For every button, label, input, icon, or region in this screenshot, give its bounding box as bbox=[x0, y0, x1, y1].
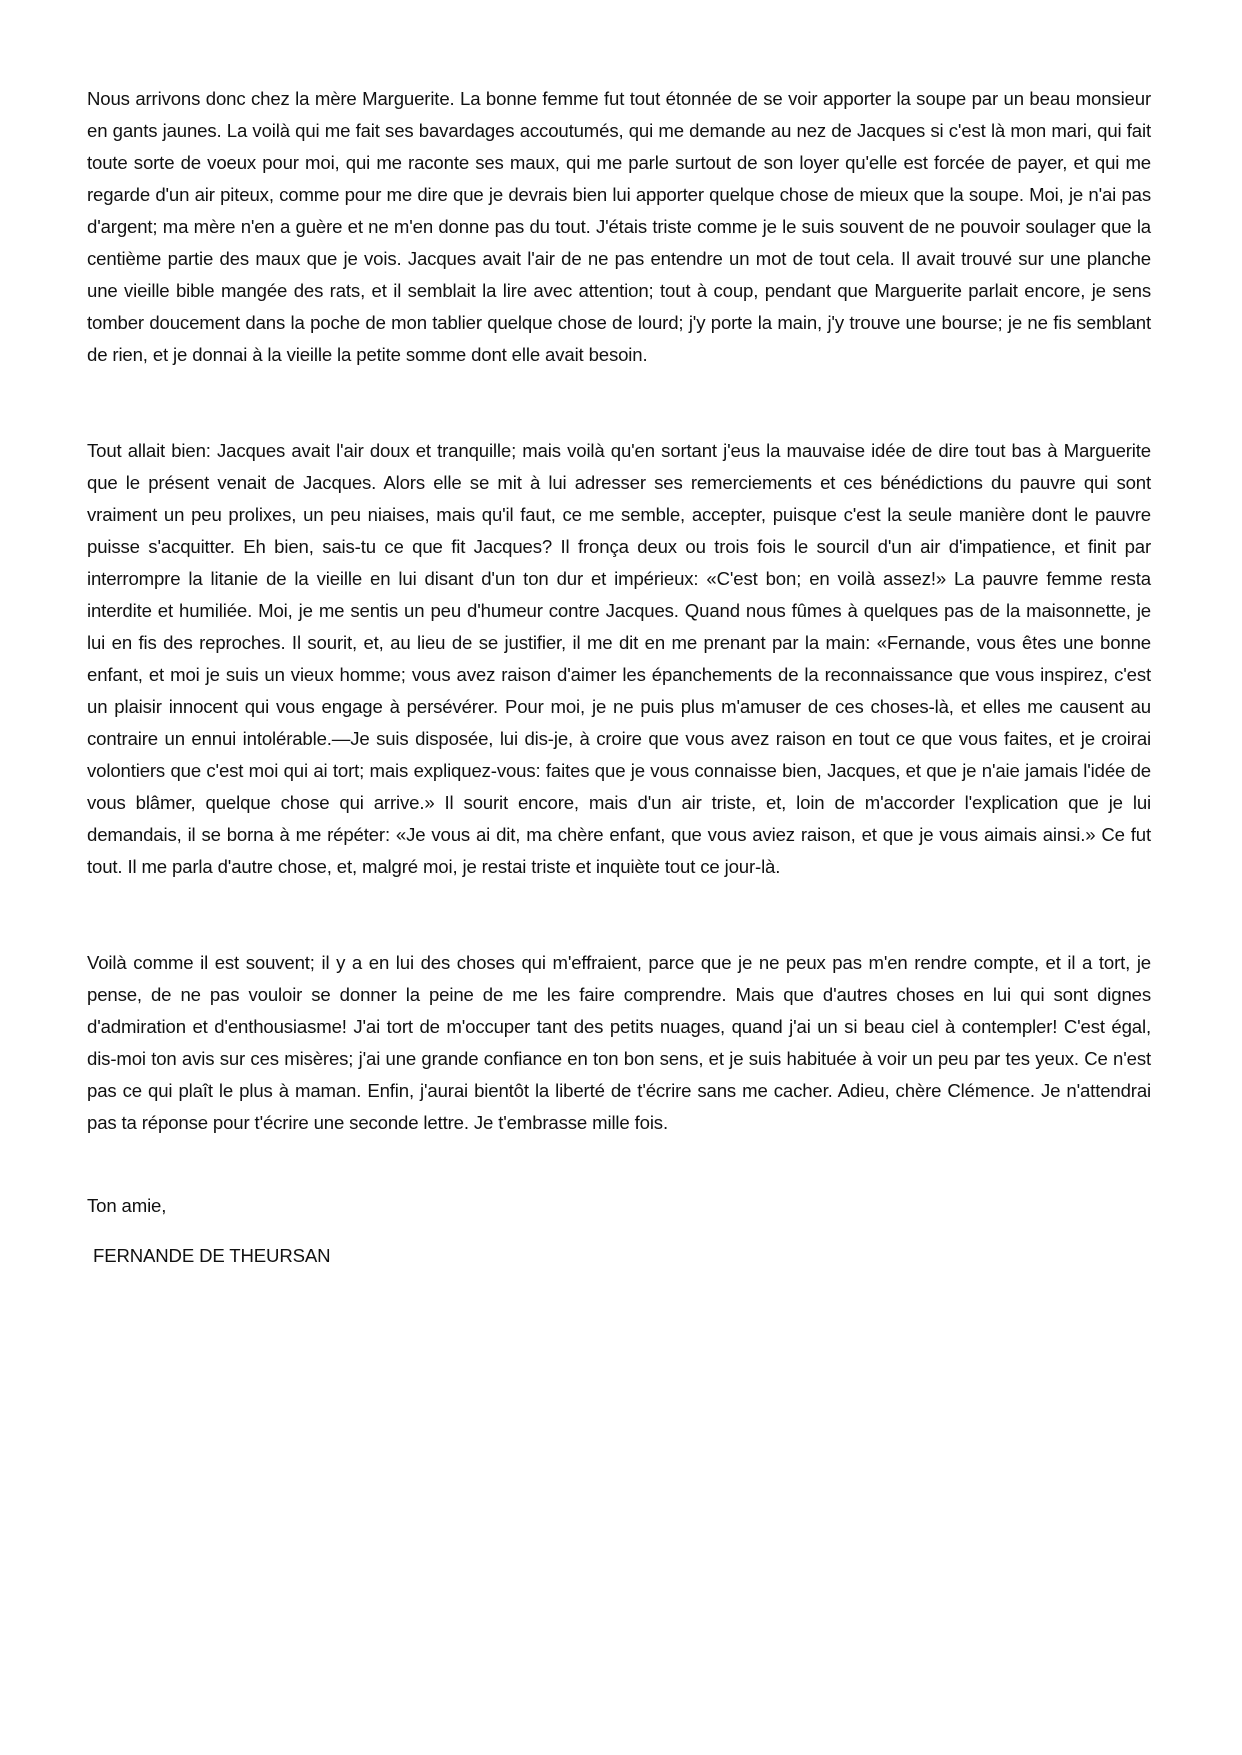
letter-closing: Ton amie, bbox=[87, 1195, 167, 1216]
letter-page bbox=[87, 83, 1151, 1272]
letter-signature: FERNANDE DE THEURSAN bbox=[93, 1245, 331, 1266]
paragraph-farewell: Voilà comme il est souvent; il y a en lui des choses qui m'effraient, parce que je ne peux pas m'en rendre compte, et il a tort, je pense, de ne pas vouloir se donner la peine de me les faire comprendre. Mais que d'autres choses en lui qui sont dignes d'admiration et d'enthousiasme! J'ai tort de m'occuper tant des petits nuages, quand j'ai un si beau ciel à contempler! C'est égal, dis-moi ton avis sur ces misères; j'ai une grande confiance en ton bon sens, et je suis habituée à voir un peu par tes yeux. Ce n'est pas ce qui plaît le plus à maman. Enfin, j'aurai bientôt la liberté de t'écrire sans me cacher. Adieu, chère Clémence. Je n'attendrai pas ta réponse pour t'écrire une seconde lettre. Je t'embrasse mille fois. bbox=[87, 952, 1151, 1133]
paragraph-visit-marguerite: Nous arrivons donc chez la mère Marguerite. La bonne femme fut tout étonnée de se voir apporter la soupe par un beau monsieur en gants jaunes. La voilà qui me fait ses bavardages accoutumés, qui me demande au nez de Jacques si c'est là mon mari, qui fait toute sorte de voeux pour moi, qui me raconte ses maux, qui me parle surtout de son loyer qu'elle est forcée de payer, et qui me regarde d'un air piteux, comme pour me dire que je devrais bien lui apporter quelque chose de mieux que la soupe. Moi, je n'ai pas d'argent; ma mère n'en a guère et ne m'en donne pas du tout. J'étais triste comme je le suis souvent de ne pouvoir soulager que la centième partie des maux que je vois. Jacques avait l'air de ne pas entendre un mot de tout cela. Il avait trouvé sur une planche une vieille bible mangée des rats, et il semblait la lire avec attention; tout à coup, pendant que Marguerite parlait encore, je sens tomber doucement dans la poche de mon tablier quelque chose de lourd; j'y porte la main, j'y trouve une bourse; je ne fis semblant de rien, et je donnai à la vieille la petite somme dont elle avait besoin. bbox=[87, 88, 1151, 365]
paragraph-jacques-reaction: Tout allait bien: Jacques avait l'air doux et tranquille; mais voilà qu'en sortant j'eus la mauvaise idée de dire tout bas à Marguerite que le présent venait de Jacques. Alors elle se mit à lui adresser ses remerciements et ces bénédictions du pauvre qui sont vraiment un peu prolixes, un peu niaises, mais qu'il faut, ce me semble, accepter, puisque c'est la seule manière dont le pauvre puisse s'acquitter. Eh bien, sais-tu ce que fit Jacques? Il fronça deux ou trois fois le sourcil d'un air d'impatience, et finit par interrompre la litanie de la vieille en lui disant d'un ton dur et impérieux: «C'est bon; en voilà assez!» La pauvre femme resta interdite et humiliée. Moi, je me sentis un peu d'humeur contre Jacques. Quand nous fûmes à quelques pas de la maisonnette, je lui en fis des reproches. Il sourit, et, au lieu de se justifier, il me dit en me prenant par la main: «Fernande, vous êtes une bonne enfant, et moi je suis un vieux homme; vous avez raison d'aimer les épanchements de la reconnaissance que vous inspirez, c'est un plaisir innocent qui vous engage à persévérer. Pour moi, je ne puis plus m'amuser de ces choses-là, et elles me causent au contraire un ennui intolérable.—Je suis disposée, lui dis-je, à croire que vous avez raison en tout ce que vous faites, et je croirai volontiers que c'est moi qui ai tort; mais expliquez-vous: faites que je vous connaisse bien, Jacques, et que je n'aie jamais l'idée de vous blâmer, quelque chose qui arrive.» Il sourit encore, mais d'un air triste, et, loin de m'accorder l'explication que je lui demandais, il se borna à me répéter: «Je vous ai dit, ma chère enfant, que vous aviez raison, et que je vous aimais ainsi.» Ce fut tout. Il me parla d'autre chose, et, malgré moi, je restai triste et inquiète tout ce jour-là. bbox=[87, 440, 1151, 877]
